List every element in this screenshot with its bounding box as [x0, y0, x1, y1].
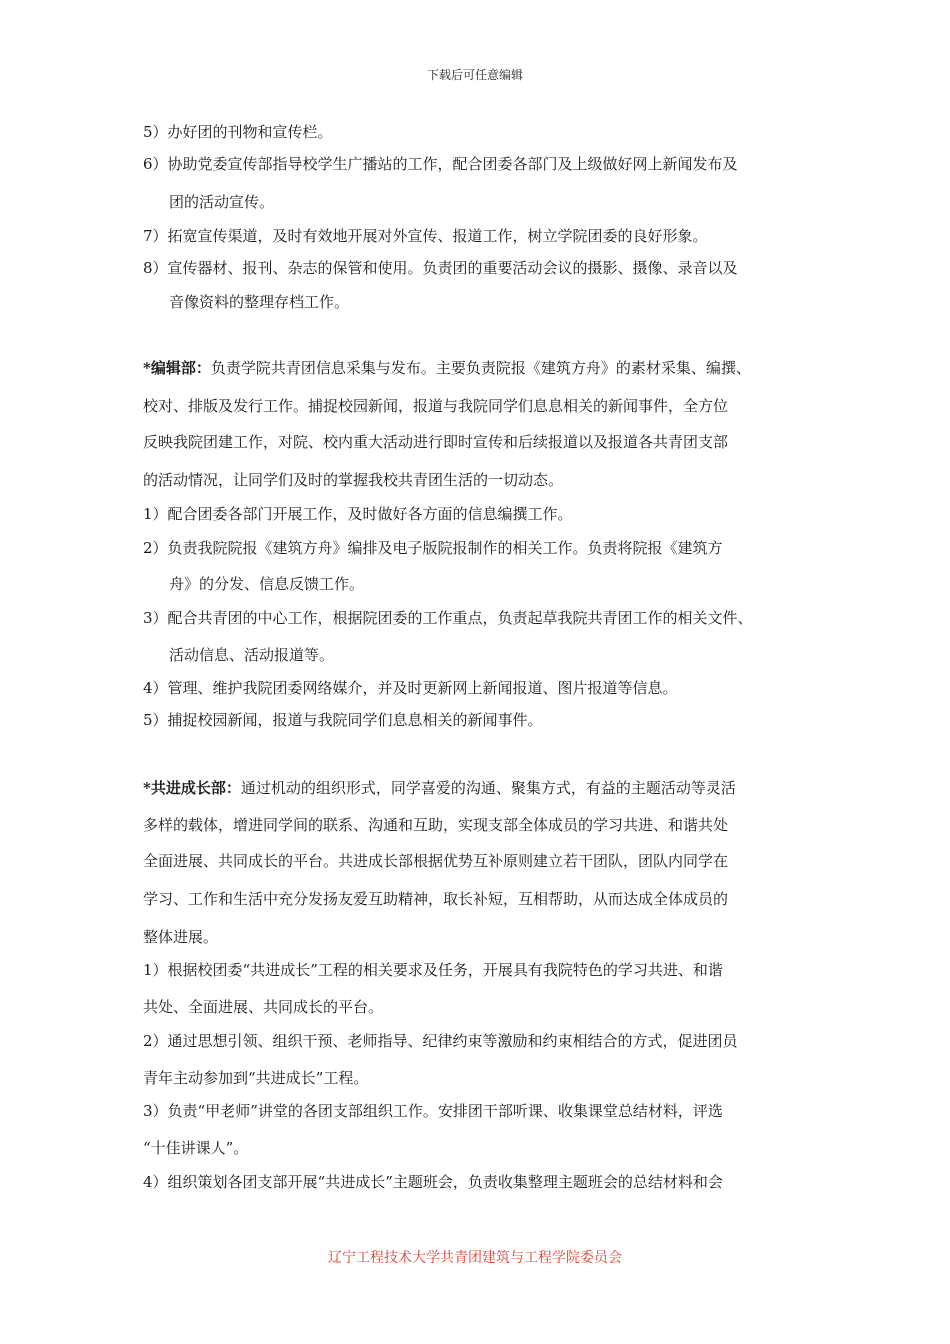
- list-item: 2）负责我院院报《建筑方舟》编排及电子版院报制作的相关工作。负责将院报《建筑方: [143, 539, 723, 557]
- list-item: 6）协助党委宣传部指导校学生广播站的工作，配合团委各部门及上级做好网上新闻发布及: [143, 155, 738, 173]
- page-header: 下载后可任意编辑: [426, 68, 523, 82]
- paragraph-text: 负责学院共青团信息采集与发布。主要负责院报《建筑方舟》的素材采集、编撰、: [210, 359, 751, 377]
- paragraph-line: 多样的载体，增进同学间的联系、沟通和互助，实现支部全体成员的学习共进、和谐共处: [143, 816, 729, 834]
- list-item-continuation: “十佳讲课人”。: [143, 1139, 249, 1157]
- paragraph-text: 通过机动的组织形式，同学喜爱的沟通、聚集方式，有益的主题活动等灵活: [240, 779, 736, 797]
- section-title-editing: *编辑部：: [143, 359, 211, 377]
- list-item: 7）拓宽宣传渠道，及时有效地开展对外宣传、报道工作，树立学院团委的良好形象。: [143, 227, 708, 245]
- paragraph-line: 的活动情况，让同学们及时的掌握我校共青团生活的一切动态。: [143, 471, 564, 489]
- list-item-continuation: 团的活动宣传。: [169, 193, 275, 211]
- list-item: 5）办好团的刊物和宣传栏。: [143, 123, 333, 141]
- list-item: 4）管理、维护我院团委网络媒介，并及时更新网上新闻报道、图片报道等信息。: [143, 679, 678, 697]
- list-item: 3）负责“甲老师”讲堂的各团支部组织工作。安排团干部听课、收集课堂总结材料，评选: [143, 1102, 723, 1120]
- list-item-continuation: 青年主动参加到“共进成长”工程。: [143, 1069, 369, 1087]
- paragraph-line: 反映我院团建工作，对院、校内重大活动进行即时宣传和后续报道以及报道各共青团支部: [143, 433, 729, 451]
- list-item: 1）根据校团委“共进成长”工程的相关要求及任务，开展具有我院特色的学习共进、和谐: [143, 961, 723, 979]
- page-footer: 辽宁工程技术大学共青团建筑与工程学院委员会: [328, 1250, 622, 1266]
- list-item-continuation: 音像资料的整理存档工作。: [169, 293, 350, 311]
- list-item: 5）捕捉校园新闻，报道与我院同学们息息相关的新闻事件。: [143, 711, 543, 729]
- list-item: 3）配合共青团的中心工作，根据院团委的工作重点，负责起草我院共青团工作的相关文件、: [143, 609, 753, 627]
- paragraph-line: 全面进展、共同成长的平台。共进成长部根据优势互补原则建立若干团队，团队内同学在: [143, 852, 729, 870]
- list-item: 8）宣传器材、报刊、杂志的保管和使用。负责团的重要活动会议的摄影、摄像、录音以及: [143, 259, 738, 277]
- paragraph-line: 学习、工作和生活中充分发扬友爱互助精神，取长补短，互相帮助，从而达成全体成员的: [143, 890, 729, 908]
- paragraph-line: 校对、排版及发行工作。捕捉校园新闻，报道与我院同学们息息相关的新闻事件，全方位: [143, 397, 729, 415]
- list-item-continuation: 活动信息、活动报道等。: [169, 646, 335, 664]
- list-item: 1）配合团委各部门开展工作，及时做好各方面的信息编撰工作。: [143, 505, 573, 523]
- list-item: 4）组织策划各团支部开展“共进成长”主题班会，负责收集整理主题班会的总结材料和会: [143, 1173, 723, 1191]
- section-title-growth: *共进成长部：: [143, 779, 241, 797]
- paragraph-line: 整体进展。: [143, 928, 219, 946]
- list-item-continuation: 舟》的分发、信息反馈工作。: [169, 575, 365, 593]
- list-item: 2）通过思想引领、组织干预、老师指导、纪律约束等激励和约束相结合的方式，促进团员: [143, 1032, 738, 1050]
- paragraph-growth-intro: [143, 778, 736, 798]
- paragraph-editing-intro: [143, 358, 751, 378]
- list-item-continuation: 共处、全面进展、共同成长的平台。: [143, 998, 384, 1016]
